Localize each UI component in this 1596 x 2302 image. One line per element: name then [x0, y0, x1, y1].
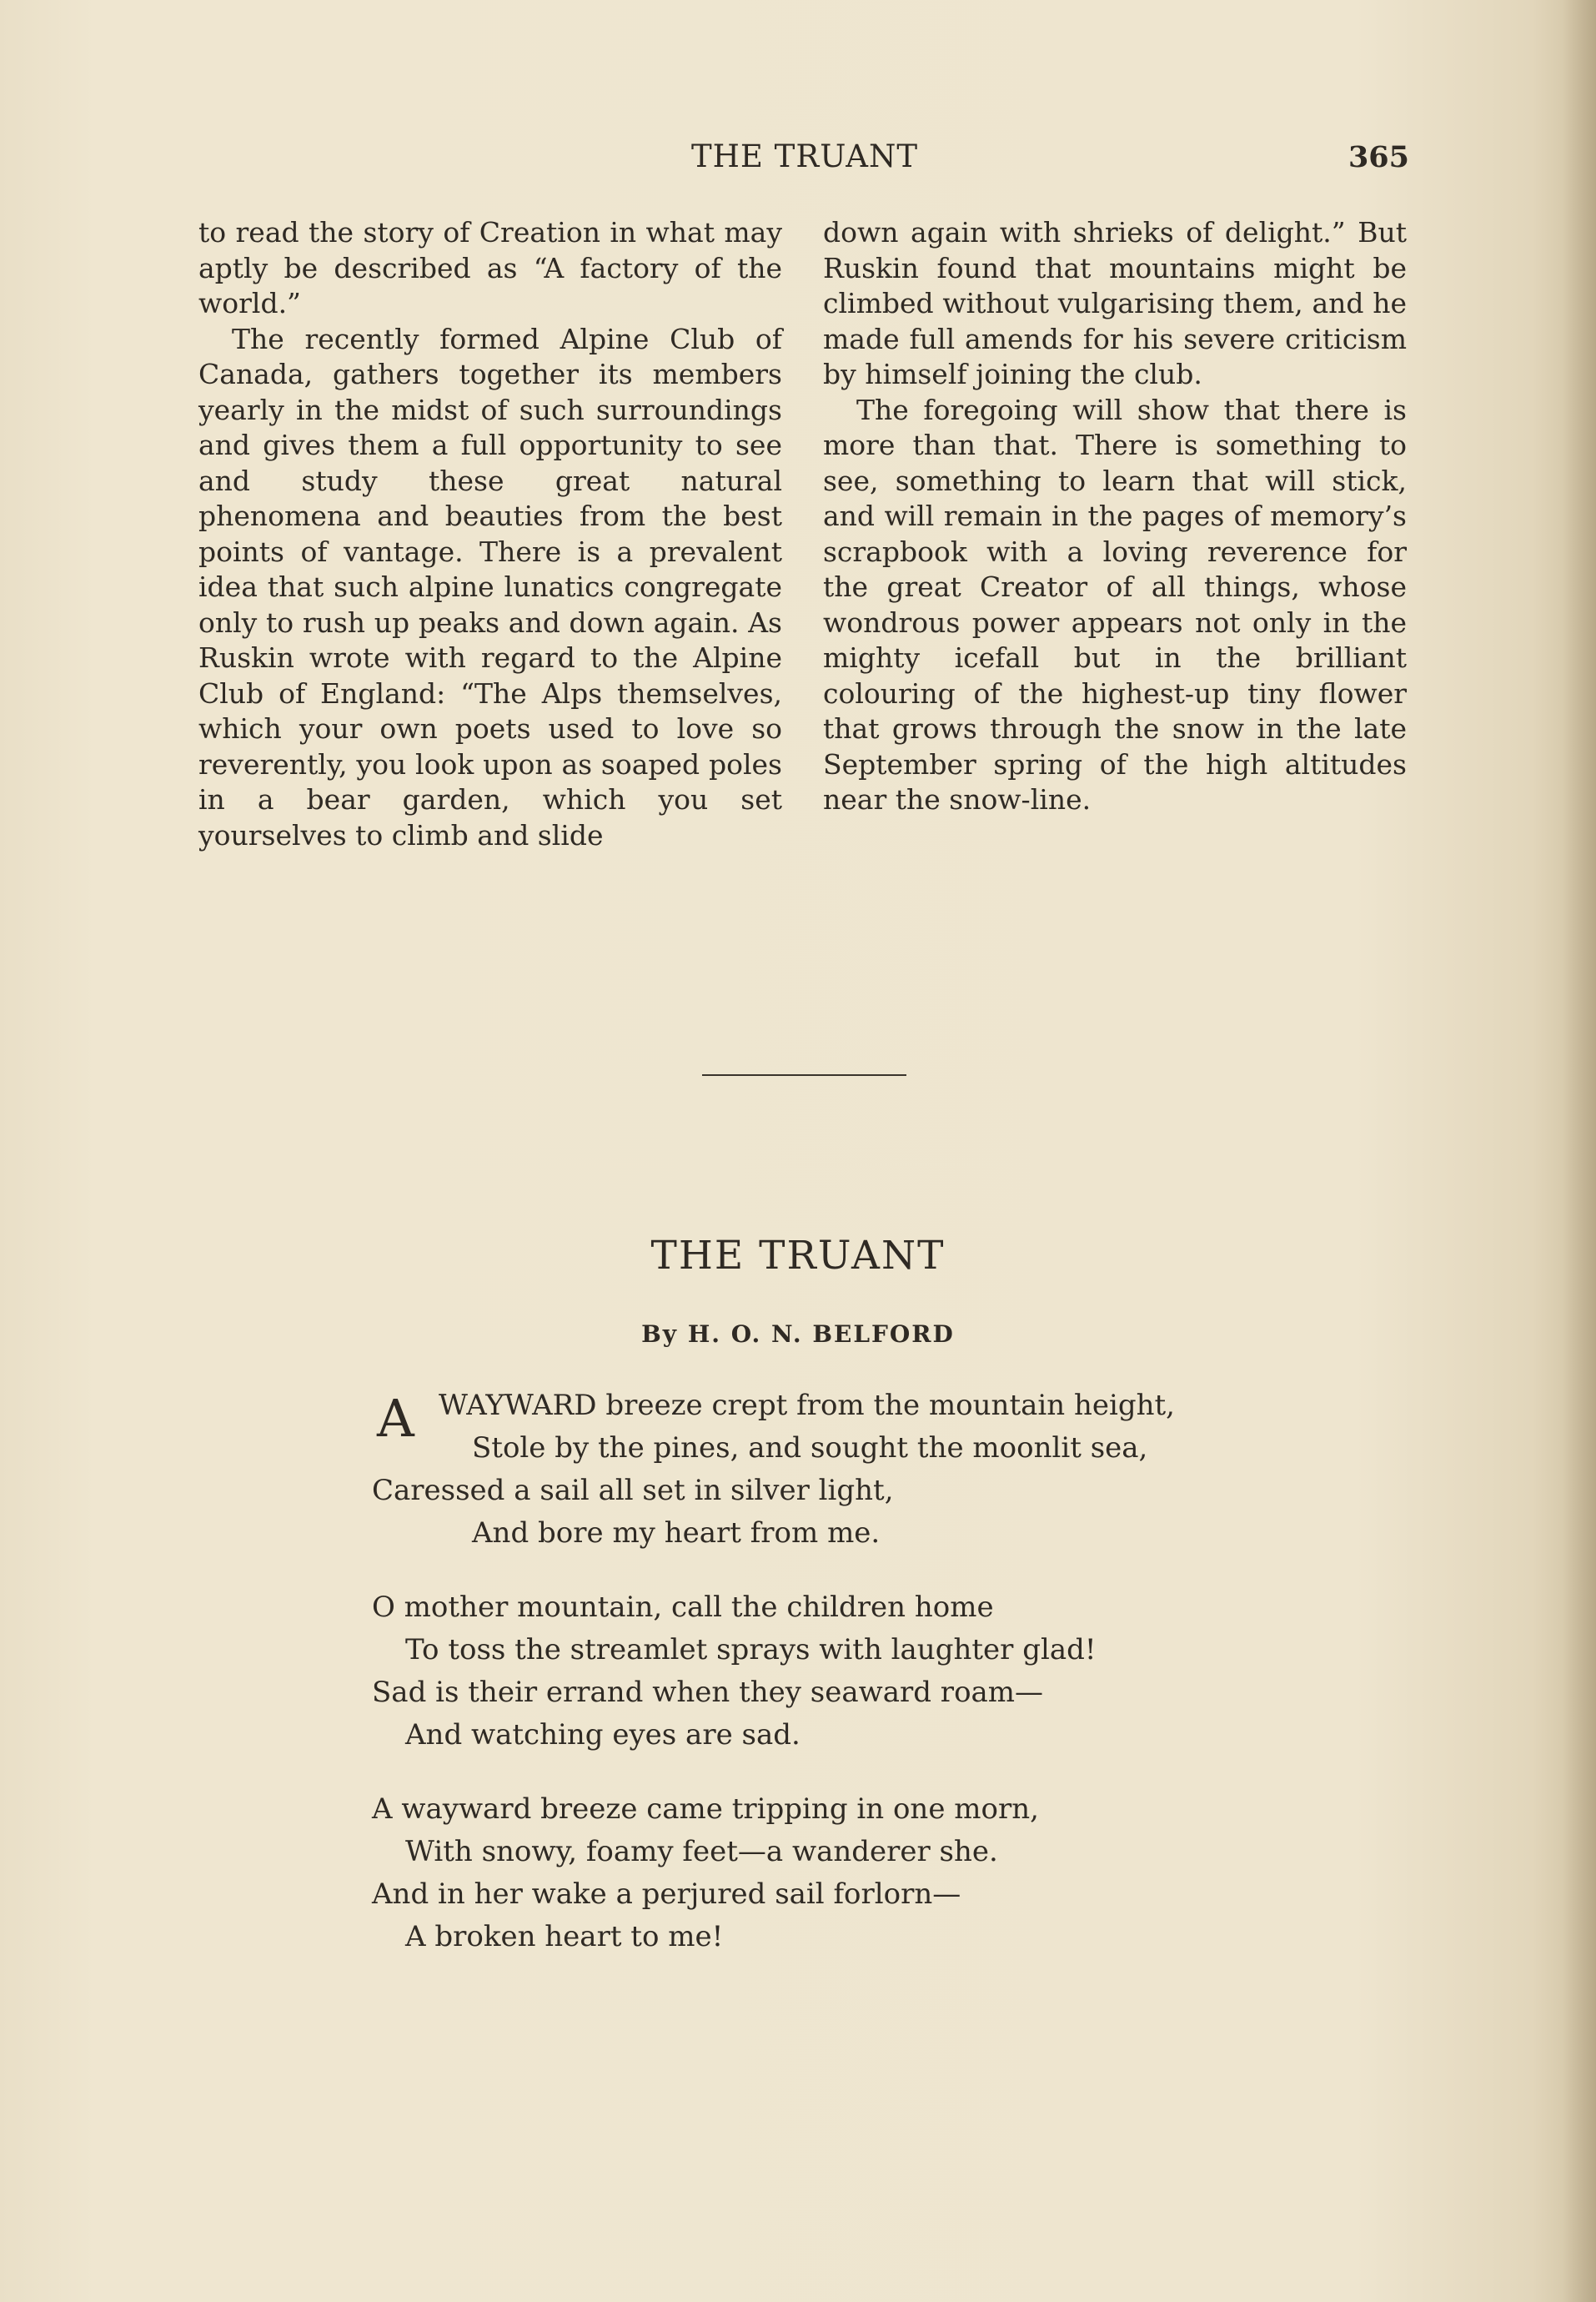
paragraph: to read the story of Creation in what may aptly be described as “A factory of the world.”	[198, 216, 782, 319]
poem-line: And watching eyes are sad.	[405, 1718, 801, 1752]
stanza-2	[372, 1586, 1289, 1757]
poem-line: A broken heart to me!	[405, 1920, 724, 1953]
page-number: 365	[1348, 140, 1409, 174]
poem-line: A wayward breeze came tripping in one morn,	[372, 1792, 1039, 1826]
poem-line: And bore my heart from me.	[472, 1516, 881, 1550]
poem-line: O mother mountain, call the children home	[372, 1591, 994, 1624]
paragraph: The foregoing will show that there is more than that. There is something to see, something to learn that will stick, and will remain in the pages of memory’s scrapbook with a loving reverence for the great Creator of all things, whose wondrous power appears not only in the mighty icefall but in the brilliant colouring of the highest-up tiny flower that grows through the snow in the late September spring of the high altitudes near the snow-line.	[823, 393, 1407, 816]
drop-cap: A	[377, 1388, 414, 1449]
poem-body	[372, 1385, 1289, 1990]
paragraph: down again with shrieks of delight.” But Ruskin found that mountains might be climbed without vulgarising them, and he made full amends for his severe criticism by himself joining the club.	[823, 216, 1407, 390]
stanza-3	[372, 1788, 1289, 1958]
poem-byline: By H. O. N. BELFORD	[641, 1320, 955, 1348]
poem-line: Stole by the pines, and sought the moonlit sea,	[472, 1431, 1148, 1465]
left-column	[198, 215, 782, 853]
running-head	[200, 138, 1409, 188]
poem-line: Sad is their errand when they seaward roam—	[372, 1676, 1044, 1709]
poem-line: With snowy, foamy feet—a wanderer she.	[405, 1835, 998, 1868]
paragraph: The recently formed Alpine Club of Canada, gathers together its members yearly in the midst of such surroundings and gives them a full opportunity to see and study these great natural phenomena and beauties from the best points of vantage. There is a prevalent idea that such alpine lunatics congregate only to rush up peaks and down again. As Ruskin wrote with regard to the Alpine Club of England: “The Alps themselves, which your own poets used to love so reverently, you look upon as soaped poles in a bear garden, which you set yourselves to climb and slide	[198, 322, 782, 852]
page-edge-shadow	[1563, 0, 1596, 2302]
section-divider	[702, 1074, 906, 1076]
poem-line: And in her wake a perjured sail forlorn—	[372, 1877, 961, 1911]
poem-line-text: WAYWARD breeze crept from the mountain height,	[439, 1389, 1175, 1422]
stanza-1	[372, 1385, 1289, 1555]
poem-line: Caressed a sail all set in silver light,	[372, 1474, 894, 1507]
right-column	[823, 215, 1407, 818]
poem-title: THE TRUANT	[650, 1233, 946, 1279]
poem-line: To toss the streamlet sprays with laughter glad!	[405, 1633, 1097, 1666]
running-head-title: THE TRUANT	[690, 138, 919, 174]
